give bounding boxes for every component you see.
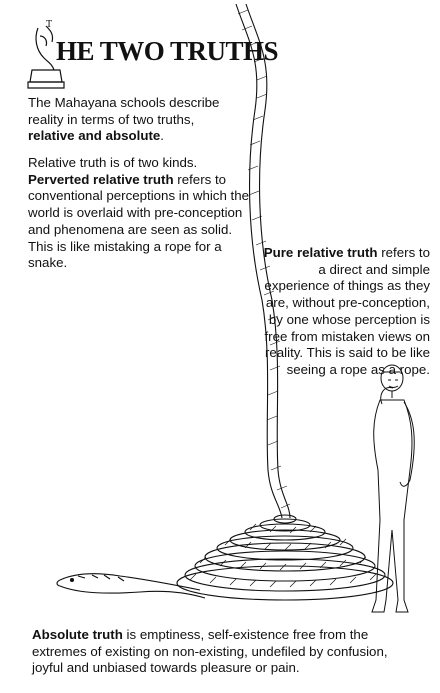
standing-figure [372,365,414,612]
pure-relative-term: Pure relative truth [263,245,378,260]
absolute-body: is emptiness, self-existence free from the extremes of existing on non-existing, undefiled by confusion, joyful and unbiased towards pleasure or pain. [32,627,388,676]
intro-emphasis: relative and absolute [28,128,161,144]
absolute-truth-paragraph [32,627,422,677]
relative-lead: Relative truth is of two kinds. [28,155,198,170]
perverted-relative-body: refers to conventional perceptions in which the world is overlaid with pre-conception and phenomena are seen as solid. This is like mistaking a rope for a snake. [28,171,250,271]
relative-truth-paragraph [28,155,258,272]
absolute-term: Absolute truth [32,627,123,642]
pure-relative-body: refers to a direct and simple experience of things as they are, without pre-conception, by one whose perception is free from mistaken views on reality. This is said to be like seeing a rope as a rope. [264,245,430,377]
pure-relative-paragraph [260,245,430,379]
intro-text: The Mahayana schools describe reality in terms of two truths, [28,95,220,127]
title-initial: T [46,19,53,30]
intro-period: . [160,128,164,144]
rope-coil [177,515,393,600]
page-title: HE TWO TRUTHS [56,36,279,66]
intro-paragraph [28,95,243,145]
perverted-relative-term: Perverted relative truth [28,171,174,187]
